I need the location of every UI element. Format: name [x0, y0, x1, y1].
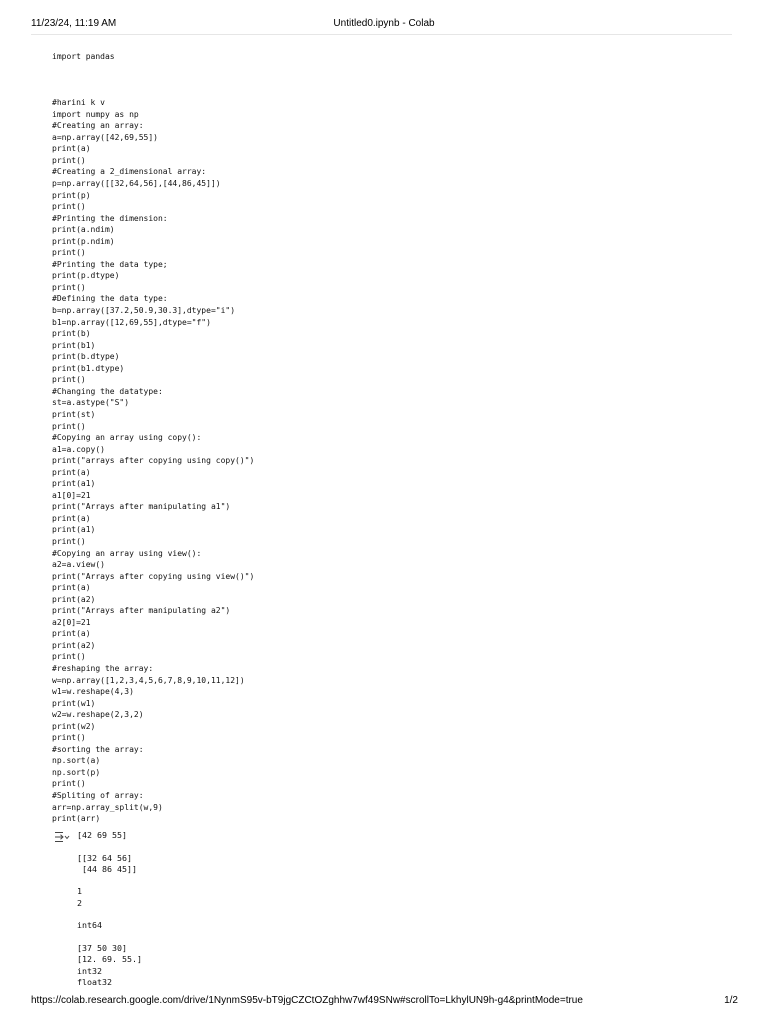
- code-line: print(a1): [52, 479, 96, 489]
- code-line: print("Arrays after copying using view()"): [52, 571, 255, 581]
- page-number: 1/2: [724, 995, 738, 1006]
- output-toggle-icon[interactable]: [54, 830, 70, 842]
- code-line: #harini k v: [52, 98, 105, 108]
- code-line: a1[0]=21: [52, 490, 91, 500]
- code-line: print(): [52, 421, 86, 431]
- code-line: import numpy as np: [52, 109, 139, 119]
- code-line: np.sort(a): [52, 756, 101, 766]
- code-line: print(): [52, 375, 86, 385]
- code-line: print(arr): [52, 814, 101, 824]
- code-line: print(): [52, 652, 86, 662]
- print-datetime: 11/23/24, 11:19 AM: [31, 18, 117, 29]
- code-line: print("arrays after copying using copy()"): [52, 456, 255, 466]
- code-cell[interactable]: [52, 51, 712, 825]
- code-line: [52, 86, 712, 98]
- output-line: [44 86 45]]: [77, 863, 137, 874]
- code-line: #Copying an array using copy():: [52, 433, 202, 443]
- code-line: print(a): [52, 467, 91, 477]
- code-line: print(p.ndim): [52, 236, 115, 246]
- code-line: a2=a.view(): [52, 560, 105, 570]
- code-line: [52, 74, 712, 86]
- code-line: print("Arrays after manipulating a2"): [52, 606, 231, 616]
- code-line: print(): [52, 779, 86, 789]
- code-line: print(): [52, 248, 86, 258]
- code-line: #sorting the array:: [52, 744, 144, 754]
- code-line: #Creating a 2_dimensional array:: [52, 167, 207, 177]
- code-line: print(a): [52, 513, 91, 523]
- output-line: float32: [77, 976, 112, 987]
- output-line: [12. 69. 55.]: [77, 954, 142, 965]
- code-line: print(a): [52, 144, 91, 154]
- print-footer: [0, 994, 768, 1008]
- output-line: [[32 64 56]: [77, 852, 132, 863]
- code-line: print(w2): [52, 721, 96, 731]
- output-text: [77, 830, 142, 988]
- code-line: print(p): [52, 190, 91, 200]
- code-line: #Defining the data type:: [52, 294, 168, 304]
- code-line: print(st): [52, 409, 96, 419]
- code-line: w=np.array([1,2,3,4,5,6,7,8,9,10,11,12]): [52, 675, 245, 685]
- code-line: a1=a.copy(): [52, 444, 105, 454]
- code-line: print(a2): [52, 640, 96, 650]
- code-line: print(p.dtype): [52, 271, 120, 281]
- code-line: import pandas: [52, 52, 115, 61]
- code-line: print(w1): [52, 698, 96, 708]
- code-line: print(a): [52, 583, 91, 593]
- output-line: 2: [77, 897, 82, 908]
- code-line: print(): [52, 202, 86, 212]
- output-line: [42 69 55]: [77, 830, 127, 840]
- output-line: 1: [77, 886, 82, 897]
- header-divider: [31, 34, 732, 35]
- code-line: [52, 63, 712, 75]
- output-line: [77, 932, 142, 943]
- code-line: print(): [52, 536, 86, 546]
- code-line: a2[0]=21: [52, 617, 91, 627]
- code-line: print(b): [52, 329, 91, 339]
- page-url: https://colab.research.google.com/drive/1NynmS95v-bT9jgCZCtOZghhw7wf49SNw#scrollTo=LkhylUN9h-g4&printMode=true: [31, 995, 583, 1006]
- code-line: print(a1): [52, 525, 96, 535]
- code-line: print(): [52, 282, 86, 292]
- output-line: [77, 909, 142, 920]
- code-line: print(a2): [52, 594, 96, 604]
- output-line: [37 50 30]: [77, 942, 127, 953]
- output-line: [77, 841, 142, 852]
- code-line: print(): [52, 733, 86, 743]
- code-line: #Copying an array using view():: [52, 548, 202, 558]
- code-line: b=np.array([37.2,50.9,30.3],dtype="i"): [52, 306, 236, 316]
- code-line: print(a): [52, 629, 91, 639]
- print-header: [0, 16, 768, 32]
- output-line: int32: [77, 965, 102, 976]
- code-line: w2=w.reshape(2,3,2): [52, 710, 144, 720]
- code-line: print(b1): [52, 340, 96, 350]
- code-line: a=np.array([42,69,55]): [52, 132, 158, 142]
- code-line: print(b.dtype): [52, 352, 120, 362]
- code-line: np.sort(p): [52, 767, 101, 777]
- code-line: b1=np.array([12,69,55],dtype="f"): [52, 317, 211, 327]
- code-line: print(): [52, 155, 86, 165]
- code-line: #Spliting of array:: [52, 791, 144, 800]
- code-line: #Printing the dimension:: [52, 213, 168, 223]
- output-line: [77, 875, 142, 886]
- code-line: #Changing the datatype:: [52, 386, 163, 396]
- code-line: p=np.array([[32,64,56],[44,86,45]]): [52, 179, 221, 189]
- code-line: #Creating an array:: [52, 121, 144, 131]
- code-line: #reshaping the array:: [52, 663, 154, 673]
- code-line: w1=w.reshape(4,3): [52, 687, 134, 697]
- code-line: print("Arrays after manipulating a1"): [52, 502, 231, 512]
- code-line: print(b1.dtype): [52, 363, 125, 373]
- code-line: #Printing the data type;: [52, 259, 168, 269]
- output-line: int64: [77, 920, 102, 931]
- code-line: arr=np.array_split(w,9): [52, 802, 163, 812]
- code-line: st=a.astype("S"): [52, 398, 130, 408]
- code-line: print(a.ndim): [52, 225, 115, 235]
- document-title: Untitled0.ipynb - Colab: [333, 18, 435, 29]
